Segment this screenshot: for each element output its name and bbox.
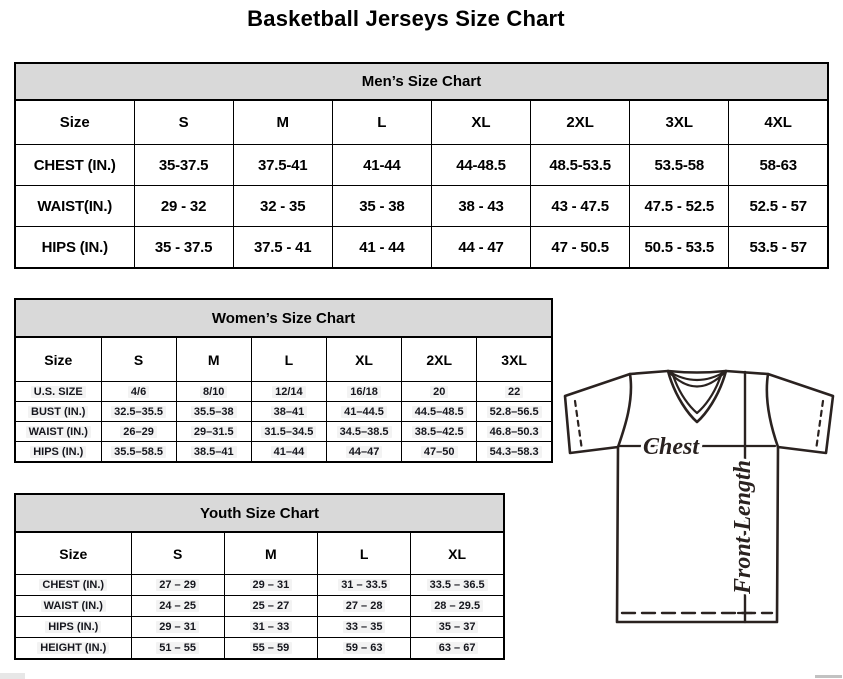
highlighted-value: 51 – 55 bbox=[156, 642, 199, 654]
measurement-row-label bbox=[15, 596, 131, 617]
measurement-value-cell bbox=[402, 402, 477, 422]
measurement-value-cell bbox=[411, 575, 504, 596]
size-column-header: L bbox=[251, 337, 326, 382]
size-column-header: XL bbox=[431, 100, 530, 145]
highlighted-value: WAIST (IN.) bbox=[26, 426, 91, 438]
measurement-value-cell bbox=[101, 442, 176, 463]
highlighted-value: 38.5–41 bbox=[191, 446, 237, 458]
highlighted-value: 12/14 bbox=[272, 386, 306, 398]
size-column-header: 2XL bbox=[531, 100, 630, 145]
highlighted-value: 41–44.5 bbox=[341, 406, 387, 418]
measurement-value-cell: 41 - 44 bbox=[332, 227, 431, 269]
highlighted-value: 29 – 31 bbox=[156, 621, 199, 633]
measurement-value-cell: 52.5 - 57 bbox=[729, 186, 828, 227]
highlighted-value: 16/18 bbox=[347, 386, 381, 398]
highlighted-value: 25 – 27 bbox=[250, 600, 293, 612]
front-length-label: Front Length bbox=[730, 459, 756, 595]
size-corner-header: Size bbox=[15, 100, 134, 145]
size-column-header: XL bbox=[326, 337, 401, 382]
measurement-value-cell bbox=[411, 638, 504, 660]
measurement-value-cell: 58-63 bbox=[729, 145, 828, 186]
size-corner-header: Size bbox=[15, 337, 101, 382]
highlighted-value: 38.5–42.5 bbox=[412, 426, 467, 438]
youth-chart-title: Youth Size Chart bbox=[15, 494, 504, 532]
jersey-outline-shape bbox=[565, 371, 833, 622]
measurement-value-cell bbox=[318, 617, 411, 638]
measurement-value-cell: 44-48.5 bbox=[431, 145, 530, 186]
measurement-value-cell bbox=[131, 617, 224, 638]
highlighted-value: 8/10 bbox=[200, 386, 227, 398]
bottom-right-artifact bbox=[815, 675, 842, 678]
measurement-value-cell: 47 - 50.5 bbox=[531, 227, 630, 269]
highlighted-value: 31.5–34.5 bbox=[261, 426, 316, 438]
chest-label: Chest bbox=[642, 434, 700, 460]
highlighted-value: 44–47 bbox=[346, 446, 383, 458]
measurement-value-cell: 53.5-58 bbox=[630, 145, 729, 186]
measurement-value-cell bbox=[318, 638, 411, 660]
measurement-row-label bbox=[15, 575, 131, 596]
highlighted-value: 29–31.5 bbox=[191, 426, 237, 438]
size-column-header: M bbox=[176, 337, 251, 382]
highlighted-value: HEIGHT (IN.) bbox=[37, 642, 109, 654]
highlighted-value: 44.5–48.5 bbox=[412, 406, 467, 418]
measurement-value-cell: 50.5 - 53.5 bbox=[630, 227, 729, 269]
highlighted-value: WAIST (IN.) bbox=[41, 600, 106, 612]
measurement-value-cell: 43 - 47.5 bbox=[531, 186, 630, 227]
measurement-value-cell bbox=[402, 422, 477, 442]
measurement-value-cell: 37.5-41 bbox=[233, 145, 332, 186]
measurement-value-cell bbox=[251, 382, 326, 402]
measurement-value-cell bbox=[318, 596, 411, 617]
measurement-value-cell: 41-44 bbox=[332, 145, 431, 186]
measurement-value-cell bbox=[477, 402, 552, 422]
size-column-header: 3XL bbox=[477, 337, 552, 382]
size-column-header: M bbox=[224, 532, 317, 575]
highlighted-value: 31 – 33.5 bbox=[338, 579, 390, 591]
highlighted-value: 20 bbox=[430, 386, 448, 398]
men-size-table bbox=[14, 62, 829, 269]
women-chart-title: Women’s Size Chart bbox=[15, 299, 552, 337]
size-column-header: S bbox=[101, 337, 176, 382]
highlighted-value: 4/6 bbox=[128, 386, 149, 398]
measurement-value-cell bbox=[131, 575, 224, 596]
highlighted-value: 24 – 25 bbox=[156, 600, 199, 612]
size-column-header: L bbox=[318, 532, 411, 575]
highlighted-value: 35 – 37 bbox=[436, 621, 479, 633]
measurement-value-cell bbox=[326, 382, 401, 402]
highlighted-value: CHEST (IN.) bbox=[39, 579, 107, 591]
measurement-row-label bbox=[15, 617, 131, 638]
measurement-value-cell: 44 - 47 bbox=[431, 227, 530, 269]
measurement-value-cell bbox=[402, 382, 477, 402]
size-column-header: 4XL bbox=[729, 100, 828, 145]
measurement-value-cell bbox=[411, 596, 504, 617]
measurement-value-cell bbox=[176, 422, 251, 442]
size-column-header: S bbox=[131, 532, 224, 575]
highlighted-value: 26–29 bbox=[120, 426, 157, 438]
highlighted-value: 33 – 35 bbox=[343, 621, 386, 633]
measurement-value-cell bbox=[131, 596, 224, 617]
measurement-value-cell bbox=[477, 382, 552, 402]
highlighted-value: 47–50 bbox=[421, 446, 458, 458]
measurement-value-cell bbox=[101, 382, 176, 402]
measurement-value-cell bbox=[101, 402, 176, 422]
highlighted-value: 35.5–58.5 bbox=[111, 446, 166, 458]
highlighted-value: 63 – 67 bbox=[436, 642, 479, 654]
measurement-value-cell: 53.5 - 57 bbox=[729, 227, 828, 269]
measurement-value-cell: 32 - 35 bbox=[233, 186, 332, 227]
measurement-row-label: HIPS (IN.) bbox=[15, 227, 134, 269]
measurement-value-cell: 35 - 38 bbox=[332, 186, 431, 227]
highlighted-value: 35.5–38 bbox=[191, 406, 237, 418]
size-column-header: XL bbox=[411, 532, 504, 575]
measurement-value-cell: 37.5 - 41 bbox=[233, 227, 332, 269]
highlighted-value: BUST (IN.) bbox=[28, 406, 88, 418]
measurement-value-cell bbox=[176, 382, 251, 402]
measurement-value-cell bbox=[251, 402, 326, 422]
measurement-value-cell bbox=[176, 442, 251, 463]
highlighted-value: HIPS (IN.) bbox=[45, 621, 101, 633]
measurement-row-label bbox=[15, 402, 101, 422]
jersey-measurement-diagram bbox=[555, 355, 843, 635]
highlighted-value: 22 bbox=[505, 386, 523, 398]
measurement-value-cell bbox=[251, 422, 326, 442]
youth-size-table bbox=[14, 493, 505, 660]
highlighted-value: 38–41 bbox=[271, 406, 308, 418]
measurement-row-label bbox=[15, 442, 101, 463]
measurement-value-cell bbox=[326, 402, 401, 422]
measurement-value-cell bbox=[224, 617, 317, 638]
measurement-value-cell bbox=[224, 575, 317, 596]
size-column-header: M bbox=[233, 100, 332, 145]
highlighted-value: 52.8–56.5 bbox=[487, 406, 542, 418]
measurement-row-label: CHEST (IN.) bbox=[15, 145, 134, 186]
highlighted-value: HIPS (IN.) bbox=[30, 446, 86, 458]
highlighted-value: 55 – 59 bbox=[250, 642, 293, 654]
measurement-value-cell: 29 - 32 bbox=[134, 186, 233, 227]
measurement-value-cell bbox=[477, 442, 552, 463]
measurement-value-cell: 35-37.5 bbox=[134, 145, 233, 186]
size-corner-header: Size bbox=[15, 532, 131, 575]
measurement-row-label bbox=[15, 382, 101, 402]
highlighted-value: 59 – 63 bbox=[343, 642, 386, 654]
measurement-value-cell: 48.5-53.5 bbox=[531, 145, 630, 186]
highlighted-value: 27 – 29 bbox=[156, 579, 199, 591]
highlighted-value: 27 – 28 bbox=[343, 600, 386, 612]
page-title: Basketball Jerseys Size Chart bbox=[247, 6, 565, 31]
measurement-value-cell: 47.5 - 52.5 bbox=[630, 186, 729, 227]
measurement-value-cell bbox=[318, 575, 411, 596]
measurement-value-cell bbox=[477, 422, 552, 442]
size-column-header: L bbox=[332, 100, 431, 145]
women-size-table bbox=[14, 298, 553, 463]
highlighted-value: 34.5–38.5 bbox=[337, 426, 392, 438]
measurement-row-label: WAIST(IN.) bbox=[15, 186, 134, 227]
measurement-value-cell bbox=[224, 638, 317, 660]
highlighted-value: 33.5 – 36.5 bbox=[427, 579, 488, 591]
highlighted-value: 41–44 bbox=[271, 446, 308, 458]
highlighted-value: 32.5–35.5 bbox=[111, 406, 166, 418]
measurement-value-cell bbox=[251, 442, 326, 463]
measurement-value-cell bbox=[411, 617, 504, 638]
measurement-value-cell: 35 - 37.5 bbox=[134, 227, 233, 269]
measurement-value-cell bbox=[176, 402, 251, 422]
size-column-header: 2XL bbox=[402, 337, 477, 382]
size-column-header: 3XL bbox=[630, 100, 729, 145]
measurement-value-cell bbox=[326, 442, 401, 463]
bottom-left-artifact bbox=[0, 673, 25, 679]
men-chart-title: Men’s Size Chart bbox=[15, 63, 828, 100]
measurement-value-cell bbox=[224, 596, 317, 617]
highlighted-value: 28 – 29.5 bbox=[431, 600, 483, 612]
measurement-value-cell bbox=[131, 638, 224, 660]
size-column-header: S bbox=[134, 100, 233, 145]
highlighted-value: 54.3–58.3 bbox=[487, 446, 542, 458]
highlighted-value: 29 – 31 bbox=[250, 579, 293, 591]
measurement-value-cell bbox=[326, 422, 401, 442]
measurement-row-label bbox=[15, 638, 131, 660]
measurement-value-cell bbox=[402, 442, 477, 463]
highlighted-value: 31 – 33 bbox=[250, 621, 293, 633]
measurement-value-cell: 38 - 43 bbox=[431, 186, 530, 227]
highlighted-value: U.S. SIZE bbox=[31, 386, 86, 398]
measurement-value-cell bbox=[101, 422, 176, 442]
highlighted-value: 46.8–50.3 bbox=[487, 426, 542, 438]
measurement-row-label bbox=[15, 422, 101, 442]
